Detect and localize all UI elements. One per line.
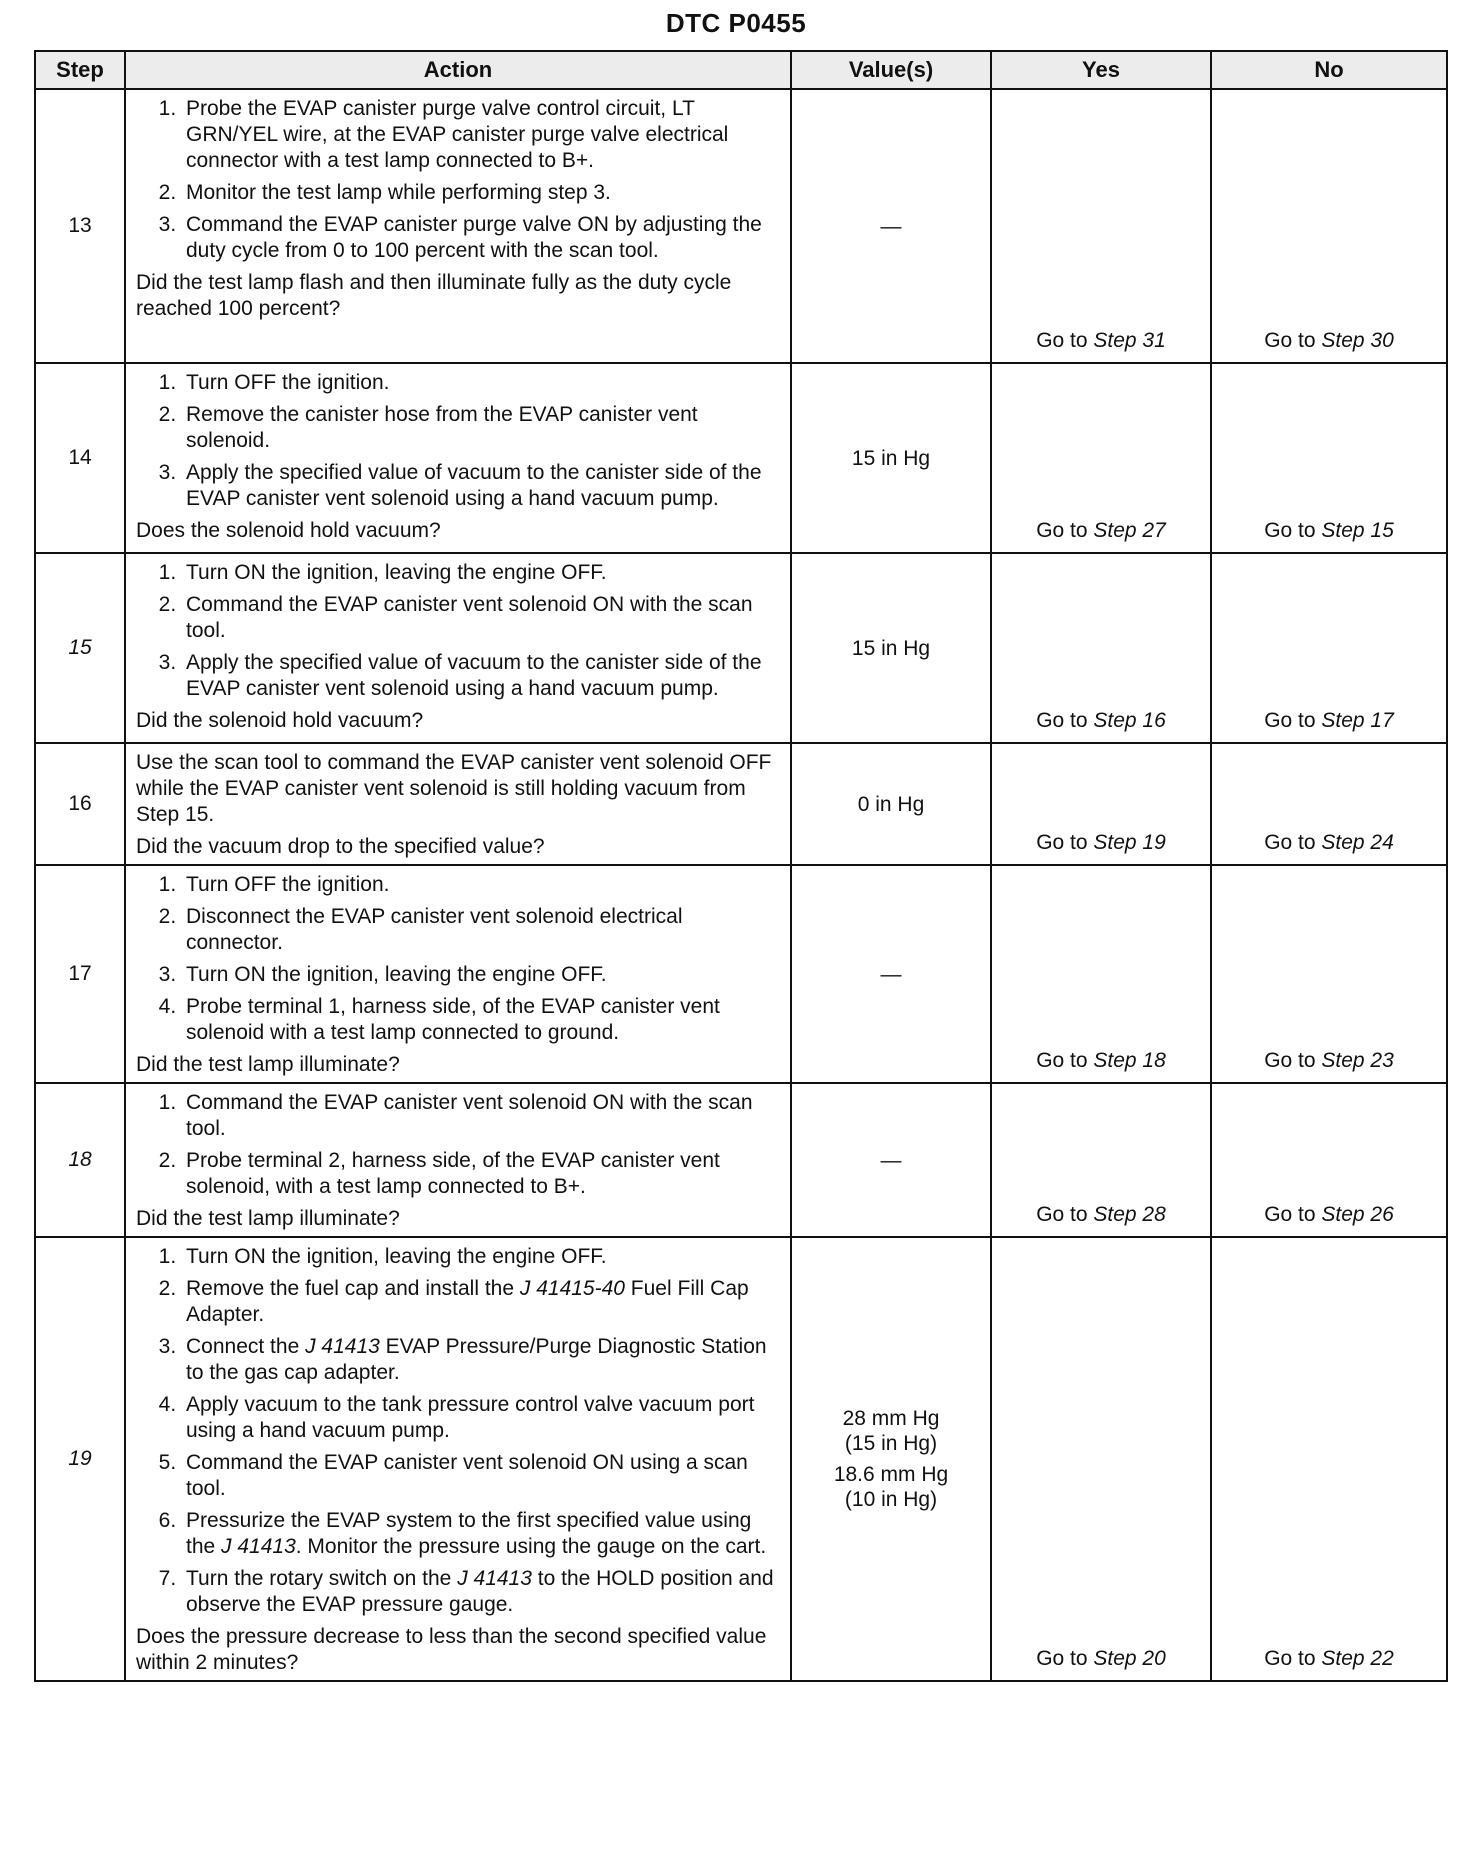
value-text: 15 in Hg: [851, 636, 931, 660]
goto-prefix: Go to: [1264, 709, 1322, 732]
goto-step-word: Step 30: [1321, 329, 1394, 352]
action-item: 2. Disconnect the EVAP canister vent solenoid electrical connector.: [182, 904, 780, 956]
values-cell: [791, 553, 991, 743]
action-list: [136, 96, 780, 264]
goto-step-word: Step 15: [1321, 519, 1394, 542]
value-text: —: [880, 962, 902, 986]
no-goto: [1211, 1237, 1447, 1681]
goto-step-word: Step 27: [1093, 519, 1166, 542]
goto-step-word: Step 20: [1093, 1647, 1166, 1670]
step-number: 13: [35, 89, 125, 363]
goto-step-word: Step 17: [1321, 709, 1394, 732]
action-item: 4. Apply vacuum to the tank pressure control valve vacuum port using a hand vacuum pump.: [182, 1392, 780, 1444]
no-goto: [1211, 1083, 1447, 1237]
action-cell: [125, 1237, 791, 1681]
header-action: Action: [125, 51, 791, 89]
step-number: 18: [35, 1083, 125, 1237]
action-list: [136, 1244, 780, 1618]
goto-prefix: Go to: [1036, 1203, 1094, 1226]
action-question: Did the solenoid hold vacuum?: [136, 709, 424, 732]
action-question: Does the solenoid hold vacuum?: [136, 519, 441, 542]
goto-prefix: Go to: [1264, 1203, 1322, 1226]
action-intro: Use the scan tool to command the EVAP canister vent solenoid OFF while the EVAP canister vent solenoid is still holding vacuum from Step 15.: [136, 751, 772, 826]
no-goto: [1211, 865, 1447, 1083]
action-item: 1. Turn ON the ignition, leaving the engine OFF.: [182, 560, 780, 586]
action-item: 5. Command the EVAP canister vent solenoid ON using a scan tool.: [182, 1450, 780, 1502]
action-item: 2. Monitor the test lamp while performing step 3.: [182, 180, 780, 206]
yes-goto: [991, 865, 1211, 1083]
goto-step-word: Step 31: [1093, 329, 1166, 352]
tool-reference: J 41413: [305, 1335, 380, 1358]
goto-step-word: Step 19: [1093, 831, 1166, 854]
action-question: Did the test lamp illuminate?: [136, 1053, 400, 1076]
goto-prefix: Go to: [1264, 519, 1322, 542]
action-question: Did the vacuum drop to the specified value?: [136, 835, 545, 858]
goto-step-word: Step 16: [1093, 709, 1166, 732]
yes-goto: [991, 1237, 1211, 1681]
action-list: [136, 370, 780, 512]
action-list: [136, 872, 780, 1046]
value-text: (15 in Hg): [844, 1432, 938, 1455]
action-item: 1. Probe the EVAP canister purge valve control circuit, LT GRN/YEL wire, at the EVAP canister purge valve electrical connector with a test lamp connected to B+.: [182, 96, 780, 174]
value-text: 0 in Hg: [857, 792, 925, 816]
action-item: 1. Command the EVAP canister vent solenoid ON with the scan tool.: [182, 1090, 780, 1142]
action-item: 7. Turn the rotary switch on the J 41413 to the HOLD position and observe the EVAP pressure gauge.: [182, 1566, 780, 1618]
no-goto: [1211, 743, 1447, 865]
action-item: 1. Turn OFF the ignition.: [182, 872, 780, 898]
values-cell: [791, 1237, 991, 1681]
value-text: 18.6 mm Hg: [833, 1463, 949, 1486]
values-cell: [791, 743, 991, 865]
action-question: Did the test lamp illuminate?: [136, 1207, 400, 1230]
yes-goto: [991, 363, 1211, 553]
values-cell: [791, 363, 991, 553]
header-step: Step: [35, 51, 125, 89]
values-cell: [791, 865, 991, 1083]
action-item: 3. Connect the J 41413 EVAP Pressure/Purge Diagnostic Station to the gas cap adapter.: [182, 1334, 780, 1386]
action-item: 2. Remove the fuel cap and install the J 41415-40 Fuel Fill Cap Adapter.: [182, 1276, 780, 1328]
value-text: —: [880, 1148, 902, 1172]
goto-prefix: Go to: [1036, 519, 1094, 542]
yes-goto: [991, 1083, 1211, 1237]
header-no: No: [1211, 51, 1447, 89]
table-row: [35, 363, 1447, 553]
table-row: [35, 89, 1447, 363]
no-goto: [1211, 363, 1447, 553]
values-cell: [791, 1083, 991, 1237]
yes-goto: [991, 743, 1211, 865]
goto-prefix: Go to: [1264, 1049, 1322, 1072]
action-cell: [125, 865, 791, 1083]
action-cell: [125, 1083, 791, 1237]
no-goto: [1211, 553, 1447, 743]
header-yes: Yes: [991, 51, 1211, 89]
action-cell: [125, 89, 791, 363]
goto-prefix: Go to: [1036, 1049, 1094, 1072]
action-list: [136, 1090, 780, 1200]
action-item: 2. Command the EVAP canister vent solenoid ON with the scan tool.: [182, 592, 780, 644]
action-cell: [125, 363, 791, 553]
table-row: [35, 1083, 1447, 1237]
table-row: [35, 865, 1447, 1083]
values-cell: [791, 89, 991, 363]
value-text: 15 in Hg: [851, 446, 931, 470]
step-number: 17: [35, 865, 125, 1083]
value-text: 28 mm Hg: [842, 1407, 940, 1430]
step-number: 14: [35, 363, 125, 553]
table-row: [35, 553, 1447, 743]
action-item: 2. Probe terminal 2, harness side, of the EVAP canister vent solenoid, with a test lamp connected to B+.: [182, 1148, 780, 1200]
action-item: 3. Apply the specified value of vacuum to the canister side of the EVAP canister vent solenoid using a hand vacuum pump.: [182, 650, 780, 702]
action-item: 6. Pressurize the EVAP system to the first specified value using the J 41413. Monitor the pressure using the gauge on the cart.: [182, 1508, 780, 1560]
action-item: 2. Remove the canister hose from the EVAP canister vent solenoid.: [182, 402, 780, 454]
tool-reference: J 41413: [221, 1535, 296, 1558]
step-number: 16: [35, 743, 125, 865]
value-text: —: [880, 214, 902, 238]
table-row: [35, 1237, 1447, 1681]
goto-step-word: Step 18: [1093, 1049, 1166, 1072]
header-values: Value(s): [791, 51, 991, 89]
action-question: Did the test lamp flash and then illuminate fully as the duty cycle reached 100 percent?: [136, 271, 732, 320]
goto-prefix: Go to: [1264, 831, 1322, 854]
goto-step-word: Step 22: [1321, 1647, 1394, 1670]
action-question: Does the pressure decrease to less than the second specified value within 2 minutes?: [136, 1625, 767, 1674]
action-item: 3. Apply the specified value of vacuum to the canister side of the EVAP canister vent solenoid using a hand vacuum pump.: [182, 460, 780, 512]
diagnostic-table: [34, 50, 1448, 1682]
yes-goto: [991, 89, 1211, 363]
goto-step-word: Step 26: [1321, 1203, 1394, 1226]
table-body: [35, 89, 1447, 1681]
goto-step-word: Step 24: [1321, 831, 1394, 854]
action-list: [136, 560, 780, 702]
value-text: (10 in Hg): [844, 1488, 938, 1511]
step-number: 19: [35, 1237, 125, 1681]
table-row: [35, 743, 1447, 865]
goto-prefix: Go to: [1036, 831, 1094, 854]
action-item: 1. Turn OFF the ignition.: [182, 370, 780, 396]
action-cell: [125, 743, 791, 865]
action-item: 3. Command the EVAP canister purge valve ON by adjusting the duty cycle from 0 to 100 percent with the scan tool.: [182, 212, 780, 264]
tool-reference: J 41415-40: [519, 1277, 625, 1300]
no-goto: [1211, 89, 1447, 363]
goto-prefix: Go to: [1036, 329, 1094, 352]
yes-goto: [991, 553, 1211, 743]
action-cell: [125, 553, 791, 743]
action-item: 1. Turn ON the ignition, leaving the engine OFF.: [182, 1244, 780, 1270]
table-header-row: [35, 51, 1447, 89]
goto-prefix: Go to: [1264, 329, 1322, 352]
page-title: DTC P0455: [665, 8, 807, 38]
action-item: 4. Probe terminal 1, harness side, of the EVAP canister vent solenoid with a test lamp connected to ground.: [182, 994, 780, 1046]
goto-step-word: Step 28: [1093, 1203, 1166, 1226]
tool-reference: J 41413: [457, 1567, 532, 1590]
goto-prefix: Go to: [1036, 1647, 1094, 1670]
step-number: 15: [35, 553, 125, 743]
goto-step-word: Step 23: [1321, 1049, 1394, 1072]
action-item: 3. Turn ON the ignition, leaving the engine OFF.: [182, 962, 780, 988]
goto-prefix: Go to: [1036, 709, 1094, 732]
goto-prefix: Go to: [1264, 1647, 1322, 1670]
